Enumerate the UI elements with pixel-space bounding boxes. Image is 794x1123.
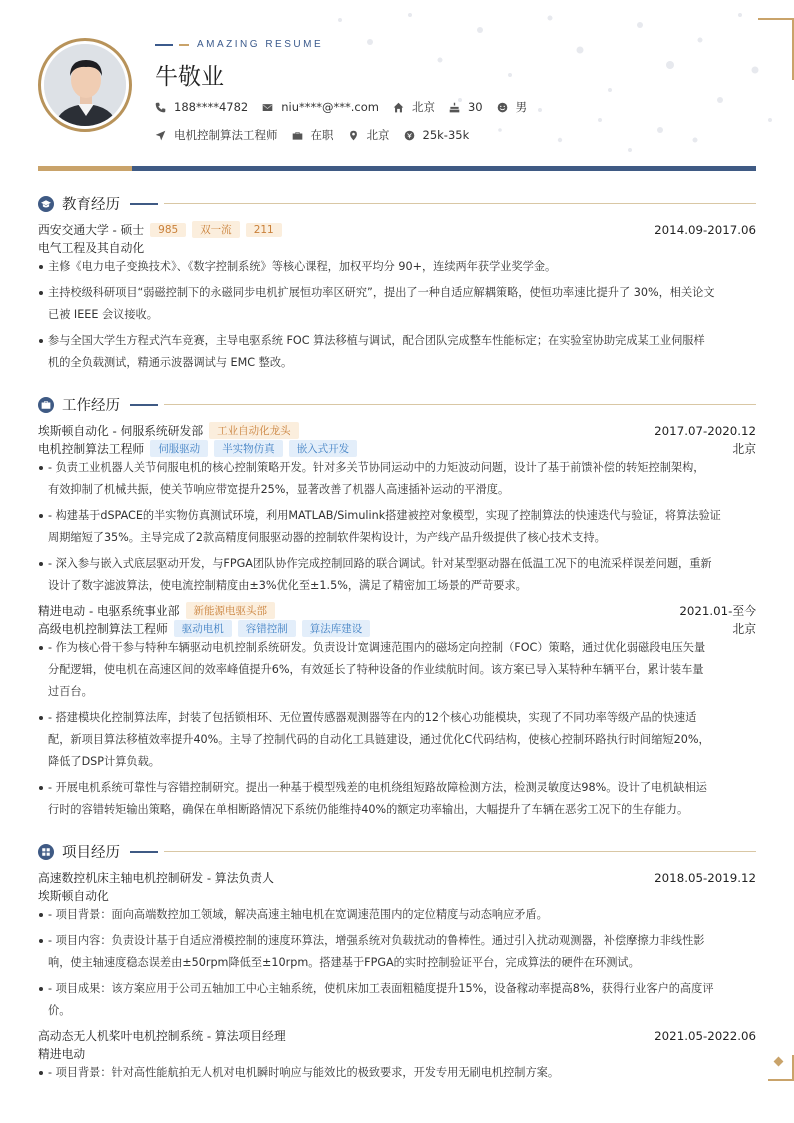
job-position-row: [38, 620, 756, 637]
skill-tag: 伺服驱动: [150, 440, 208, 457]
education-date: 2014.09-2017.06: [654, 222, 756, 237]
list-item: - 项目成果：该方案应用于公司五轴加工中心主轴系统，使机床加工表面粗糙度提升15%，设备稼动率提高8%，获得行业客户的高度评 价。: [38, 978, 756, 1022]
company-name: 埃斯顿自动化 - 伺服系统研发部: [38, 424, 204, 438]
list-item: - 开展电机系统可靠性与容错控制研究。提出一种基于模型残差的电机绕组短路故障检测方法，检测灵敏度达98%。设计了电机缺相运 行时的容错转矩输出策略，确保在单相断路情况下系统仍能维持40%的额定功率输出，大幅提升了车辆在恶劣工况下的生存能力。: [38, 777, 756, 821]
list-item: - 构建基于dSPACE的半实物仿真测试环境，利用MATLAB/Simulink搭建被控对象模型，实现了控制算法的快速迭代与验证，将算法验证 周期缩短了35%。主导完成了2款高精度伺服驱动器的控制软件架构设计，为产线产品升级提供了核心技术支持。: [38, 505, 756, 549]
project-name: 高速数控机床主轴电机控制研发 - 算法负责人: [38, 871, 274, 885]
avatar: [38, 38, 132, 132]
project-org: 精进电动: [38, 1047, 86, 1061]
resume-tagline: [155, 39, 323, 50]
location-pin-icon: [348, 130, 359, 141]
send-icon: [155, 130, 166, 141]
skill-tag: 容错控制: [238, 620, 296, 637]
project-entry-header: [38, 1027, 756, 1044]
briefcase-icon: [292, 130, 303, 141]
grid-icon: [41, 847, 51, 857]
school-tag: 985: [150, 223, 186, 237]
section-projects-header: [38, 841, 756, 862]
contact-info-row: [155, 99, 541, 115]
list-item: - 项目背景：针对高性能航拍无人机对电机瞬时响应与能效比的极致要求，开发专用无刷电机控制方案。: [38, 1062, 756, 1084]
job-target-item: 电机控制算法工程师: [155, 127, 278, 143]
company-tag: 工业自动化龙头: [209, 422, 299, 439]
project-org: 埃斯顿自动化: [38, 889, 109, 903]
briefcase-icon: [41, 400, 51, 410]
list-item: - 项目背景：面向高端数控加工领域，解决高速主轴电机在宽调速范围内的定位精度与动态响应矛盾。: [38, 904, 756, 926]
school-name: 西安交通大学 - 硕士: [38, 223, 145, 237]
job-position: 高级电机控制算法工程师: [38, 622, 168, 636]
money-icon: [404, 130, 415, 141]
header-divider-bar: [38, 166, 756, 171]
list-item: 主修《电力电子变换技术》、《数字控制系统》等核心课程，加权平均分 90+，连续两年获学业奖学金。: [38, 256, 756, 278]
company-name: 精进电动 - 电驱系统事业部: [38, 604, 180, 618]
target-city-item: 北京: [348, 127, 390, 143]
project-date: 2018.05-2019.12: [654, 870, 756, 885]
phone-icon: [155, 102, 166, 113]
section-title: 教育经历: [62, 197, 120, 213]
skill-tag: 半实物仿真: [214, 440, 283, 457]
job-city: 北京: [732, 622, 756, 636]
age-item: 30: [449, 100, 483, 114]
corner-decoration-top-right: [758, 18, 794, 80]
section-title: 工作经历: [62, 398, 120, 414]
mail-icon: [262, 102, 273, 113]
city-item: 北京: [393, 99, 435, 115]
job-entry-header: [38, 602, 756, 619]
skill-tag: 驱动电机: [174, 620, 232, 637]
job-position-row: [38, 440, 756, 457]
candidate-name: 牛敬业: [155, 64, 224, 90]
list-item: - 搭建模块化控制算法库，封装了包括锁相环、无位置传感器观测器等在内的12个核心功能模块，实现了不同功率等级产品的快速适 配，新项目算法移植效率提升40%。主导了控制代码的自动化工具链建设，通过优化C代码结构，使核心控制环路执行时间缩短20%， 降低了DSP计算负载。: [38, 707, 756, 773]
status-item: 在职: [292, 127, 334, 143]
education-entry-header: [38, 221, 756, 238]
company-tag: 新能源电驱头部: [186, 602, 276, 619]
list-item: - 作为核心骨干参与特种车辆驱动电机控制系统研发。负责设计宽调速范围内的磁场定向控制（FOC）策略，通过优化弱磁段电压矢量 分配逻辑，使电机在高速区间的效率峰值提升6%，有效延长了特种设备的作业续航时间。该方案已导入某特种车辆平台，累计装车量 过百台。: [38, 637, 756, 703]
list-item: - 负责工业机器人关节伺服电机的核心控制策略开发。针对多关节协同运动中的力矩波动问题，设计了基于前馈补偿的转矩控制架构， 有效抑制了机械共振，使关节响应带宽提升25%，显著改善了机器人高速插补运动的平滑度。: [38, 457, 756, 501]
home-icon: [393, 102, 404, 113]
project-entry-header: [38, 869, 756, 886]
salary-item: 25k-35k: [404, 128, 470, 142]
job-date: 2021.01-至今: [679, 604, 756, 618]
job-intent-row: [155, 127, 483, 143]
list-item: 参与全国大学生方程式汽车竞赛，主导电驱系统 FOC 算法移植与调试，配合团队完成整车性能标定；在实验室协助完成某工业伺服样 机的全负载测试，精通示波器调试与 EMC 整改。: [38, 330, 756, 374]
job-date: 2017.07-2020.12: [654, 423, 756, 438]
project-name: 高动态无人机桨叶电机控制系统 - 算法项目经理: [38, 1029, 286, 1043]
school-tag: 双一流: [192, 221, 240, 238]
section-title: 项目经历: [62, 845, 120, 861]
project-date: 2021.05-2022.06: [654, 1028, 756, 1043]
list-item: - 深入参与嵌入式底层驱动开发，与FPGA团队协作完成控制回路的联合调试。针对某型驱动器在低温工况下的电流采样误差问题，重新 设计了数字滤波算法，使电流控制精度由±3%优化至±1.5%，满足了精密加工场景的严苛要求。: [38, 553, 756, 597]
skill-tag: 算法库建设: [302, 620, 371, 637]
gender-item: 男: [497, 99, 528, 115]
email-item: niu****@***.com: [262, 100, 379, 114]
profile-photo: [44, 44, 126, 126]
graduation-cap-icon: [41, 199, 51, 209]
job-entry-header: [38, 422, 756, 439]
section-work-header: [38, 394, 756, 415]
job-position: 电机控制算法工程师: [38, 442, 145, 456]
cake-icon: [449, 102, 460, 113]
education-major: 电气工程及其自动化: [38, 241, 145, 255]
skill-tag: 嵌入式开发: [289, 440, 358, 457]
tagline-text: AMAZING RESUME: [197, 39, 324, 50]
section-education-header: [38, 193, 756, 214]
smiley-icon: [497, 102, 508, 113]
job-city: 北京: [732, 442, 756, 456]
list-item: - 项目内容：负责设计基于自适应滑模控制的速度环算法，增强系统对负载扰动的鲁棒性。通过引入扰动观测器，补偿摩擦力非线性影 响，使主轴速度稳态误差由±50rpm降低至±10rpm。搭建基于FPGA的实时控制验证平台，完成算法的硬件在环测试。: [38, 930, 756, 974]
school-tag: 211: [246, 223, 282, 237]
list-item: 主持校级科研项目“弱磁控制下的永磁同步电机扩展恒功率区研究”，提出了一种自适应解耦策略，使恒功率速比提升了 30%，相关论文 已被 IEEE 会议接收。: [38, 282, 756, 326]
phone-item: 188****4782: [155, 100, 248, 114]
